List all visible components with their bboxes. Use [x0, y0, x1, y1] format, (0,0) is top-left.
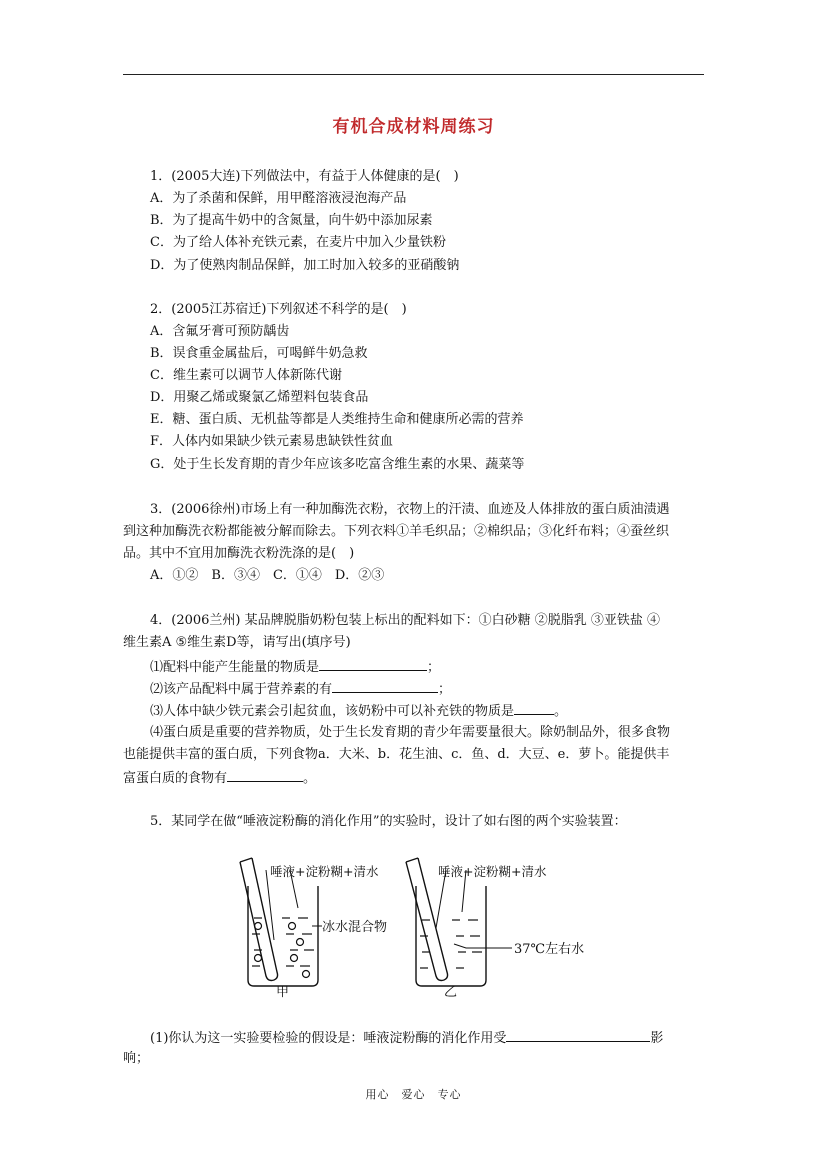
header-rule [123, 74, 704, 75]
q2-option-c: C．维生素可以调节人体新陈代谢 [150, 368, 342, 383]
q3-stem-line-1: 3．(2006徐州)市场上有一种加酶洗衣粉，衣物上的汗渍、血迹及人体排放的蛋白质油渍遇 [150, 502, 670, 517]
q4-part-3-text: ⑶人体中缺少铁元素会引起贫血，该奶粉中可以补充铁的物质是 [150, 704, 515, 719]
q1-option-b: B．为了提高牛奶中的含氮量，向牛奶中添加尿素 [150, 213, 433, 228]
q4-stem-line-1: 4．(2006兰州) 某品牌脱脂奶粉包装上标出的配料如下：①白砂糖 ②脱脂乳 ③亚铁盐 ④ [150, 613, 661, 628]
label-ice-water: 冰水混合物 [322, 920, 388, 935]
q1-option-d: D．为了使熟肉制品保鲜，加工时加入较多的亚硝酸钠 [150, 258, 460, 273]
q5-stem: 5．某同学在做“唾液淀粉酶的消化作用”的实验时，设计了如右图的两个实验装置： [150, 814, 627, 829]
q4-part-1-answer-blank[interactable] [319, 656, 427, 671]
q2-option-f: F．人体内如果缺少铁元素易患缺铁性贫血 [150, 434, 394, 449]
q1-stem: 1．(2005大连)下列做法中，有益于人体健康的是( ) [150, 169, 459, 184]
q4-part-1 [150, 656, 440, 678]
q2-option-e: E．糖、蛋白质、无机盐等都是人类维持生命和健康所必需的营养 [150, 412, 524, 427]
q4-part-3-end: 。 [554, 704, 568, 719]
q3-stem-line-2: 到这种加酶洗衣粉都能被分解而除去。下列衣料①羊毛织品；②棉织品；③化纤布料；④蚕丝织 [123, 524, 670, 539]
page-title: 有机合成材料周练习 [332, 117, 495, 137]
q2-option-d: D．用聚乙烯或聚氯乙烯塑料包装食品 [150, 390, 369, 405]
q4-part-2-text: ⑵该产品配料中属于营养素的有 [150, 682, 333, 697]
q4-part-4-line-3 [123, 767, 316, 789]
q5-sub-1-end: 影 [650, 1031, 664, 1046]
q5-sub-1-line-1 [150, 1027, 663, 1049]
q4-part-4-line-1: ⑷蛋白质是重要的营养物质，处于生长发育期的青少年需要量很大。除奶制品外，很多食物 [150, 725, 671, 740]
label-warm-water: 37℃左右水 [514, 942, 585, 957]
q3-stem-line-3: 品。其中不宜用加酶洗衣粉洗涤的是( ) [123, 546, 355, 561]
q2-option-a: A．含氟牙膏可预防龋齿 [150, 324, 290, 339]
q2-stem: 2．(2005江苏宿迁)下列叙述不科学的是( ) [150, 302, 407, 317]
warm-water-marks [420, 920, 482, 968]
q1-option-c: C．为了给人体补充铁元素，在麦片中加入少量铁粉 [150, 235, 446, 250]
caption-jia: 甲 [276, 985, 290, 998]
q4-part-2 [150, 678, 451, 700]
q1-option-a: A．为了杀菌和保鲜，用甲醛溶液浸泡海产品 [150, 191, 407, 206]
q4-part-4-text: 富蛋白质的食物有 [123, 771, 228, 786]
q4-stem-line-2: 维生素A ⑤维生素D等，请写出(填序号) [123, 635, 351, 650]
q5-sub-1-text: (1)你认为这一实验要检验的假设是：唾液淀粉酶的消化作用受 [150, 1031, 507, 1046]
q4-part-3-answer-blank[interactable] [514, 700, 554, 715]
q5-sub-1-answer-blank[interactable] [506, 1027, 650, 1042]
q4-part-4-answer-blank[interactable] [227, 767, 303, 782]
q2-option-g: G．处于生长发育期的青少年应该多吃富含维生素的水果、蔬菜等 [150, 457, 525, 472]
q2-option-b: B．误食重金属盐后，可喝鲜牛奶急救 [150, 346, 368, 361]
label-jia-contents: 唾液+淀粉糊+清水 [270, 864, 379, 879]
ice-cube-marks [255, 923, 310, 978]
experiment-figure [230, 848, 600, 998]
caption-yi: 乙 [444, 985, 458, 998]
q4-part-2-answer-blank[interactable] [332, 678, 438, 693]
label-yi-contents: 唾液+淀粉糊+清水 [438, 864, 547, 879]
q4-part-4-end: 。 [303, 771, 317, 786]
page-footer: 用心 爱心 专心 [365, 1088, 462, 1101]
q3-options: A．①② B．③④ C．①④ D．②③ [150, 568, 385, 583]
q4-part-2-end: ； [438, 682, 452, 697]
q4-part-1-text: ⑴配料中能产生能量的物质是 [150, 660, 320, 675]
q4-part-3 [150, 700, 567, 722]
q4-part-1-end: ； [427, 660, 441, 675]
q5-sub-1-line-2: 响； [123, 1051, 150, 1066]
q4-part-4-line-2: 也能提供丰富的蛋白质，下列食物a．大米、b．花生油、c．鱼、d．大豆、e．萝卜。能提供丰 [123, 747, 670, 762]
